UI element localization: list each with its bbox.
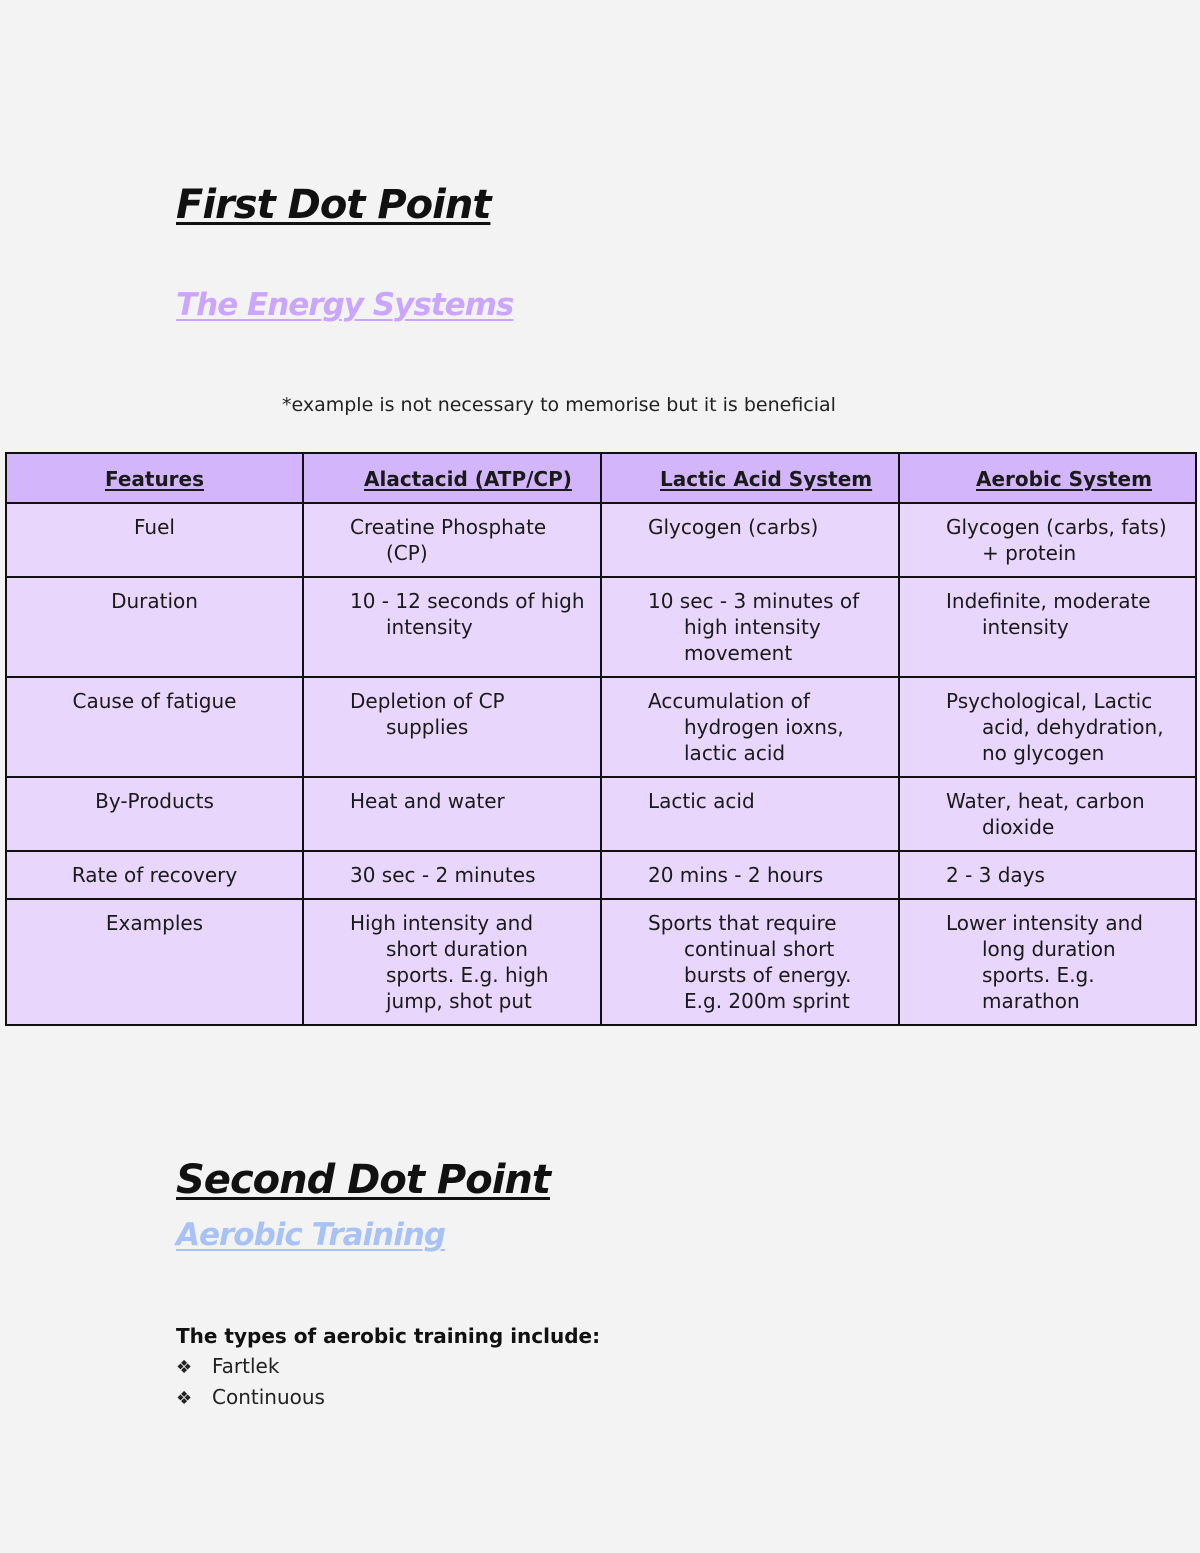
aerobic-cell [899,577,1196,677]
energy-systems-subheading: The Energy Systems [176,287,514,323]
table-row [6,851,1196,899]
alactacid-cell [303,899,601,1025]
cell-text: Depletion of CP supplies [350,689,505,739]
cell-text: High intensity and short duration sports. E.g. high jump, shot put [350,911,549,1013]
table-row [6,777,1196,851]
list-item-label: Fartlek [212,1354,280,1378]
first-dot-point-heading: First Dot Point [176,182,491,228]
header-features: Features [6,453,303,503]
aerobic-types-list [176,1352,325,1414]
cell-text: Indefinite, moderate intensity [946,589,1151,639]
cell-text: 10 - 12 seconds of high intensity [350,589,585,639]
cell-text: Heat and water [350,789,505,813]
cell-text: Water, heat, carbon dioxide [946,789,1145,839]
cell-text: Lower intensity and long duration sports. E.g. marathon [946,911,1143,1013]
cell-text: Accumulation of hydrogen ioxns, lactic acid [648,689,844,765]
cell-text: Lactic acid [648,789,755,813]
feature-cell: Duration [6,577,303,677]
list-item [176,1383,325,1414]
feature-cell: Cause of fatigue [6,677,303,777]
aerobic-cell [899,777,1196,851]
cell-text: 30 sec - 2 minutes [350,863,536,887]
feature-cell: Rate of recovery [6,851,303,899]
lactic-cell [601,777,899,851]
header-lactic-acid: Lactic Acid System [601,453,899,503]
aerobic-cell [899,503,1196,577]
example-note: *example is not necessary to memorise but it is beneficial [282,394,836,416]
table-row [6,677,1196,777]
lactic-cell [601,899,899,1025]
alactacid-cell [303,777,601,851]
cell-text: Creatine Phosphate (CP) [350,515,547,565]
aerobic-training-subheading: Aerobic Training [176,1217,446,1253]
aerobic-cell [899,677,1196,777]
energy-systems-table [5,452,1197,1026]
cell-text: Glycogen (carbs, fats) + protein [946,515,1167,565]
aerobic-types-intro: The types of aerobic training include: [176,1324,601,1348]
feature-cell: By-Products [6,777,303,851]
table-row [6,899,1196,1025]
cell-text: Glycogen (carbs) [648,515,819,539]
cell-text: Sports that require continual short bursts of energy. E.g. 200m sprint [648,911,852,1013]
aerobic-cell [899,899,1196,1025]
alactacid-cell [303,677,601,777]
cell-text: 10 sec - 3 minutes of high intensity movement [648,589,860,665]
header-aerobic: Aerobic System [899,453,1196,503]
lactic-cell [601,851,899,899]
lactic-cell [601,577,899,677]
cell-text: Psychological, Lactic acid, dehydration, no glycogen [946,689,1164,765]
cell-text: 2 - 3 days [946,863,1045,887]
table-header-row [6,453,1196,503]
list-item [176,1352,325,1383]
lactic-cell [601,503,899,577]
lactic-cell [601,677,899,777]
cell-text: 20 mins - 2 hours [648,863,824,887]
list-item-label: Continuous [212,1385,325,1409]
alactacid-cell [303,577,601,677]
table-row [6,503,1196,577]
header-alactacid: Alactacid (ATP/CP) [303,453,601,503]
second-dot-point-heading: Second Dot Point [176,1157,550,1203]
feature-cell: Fuel [6,503,303,577]
table-row [6,577,1196,677]
diamond-bullet-icon: ❖ [176,1357,193,1378]
diamond-bullet-icon: ❖ [176,1388,193,1409]
feature-cell: Examples [6,899,303,1025]
aerobic-cell [899,851,1196,899]
alactacid-cell [303,503,601,577]
alactacid-cell [303,851,601,899]
